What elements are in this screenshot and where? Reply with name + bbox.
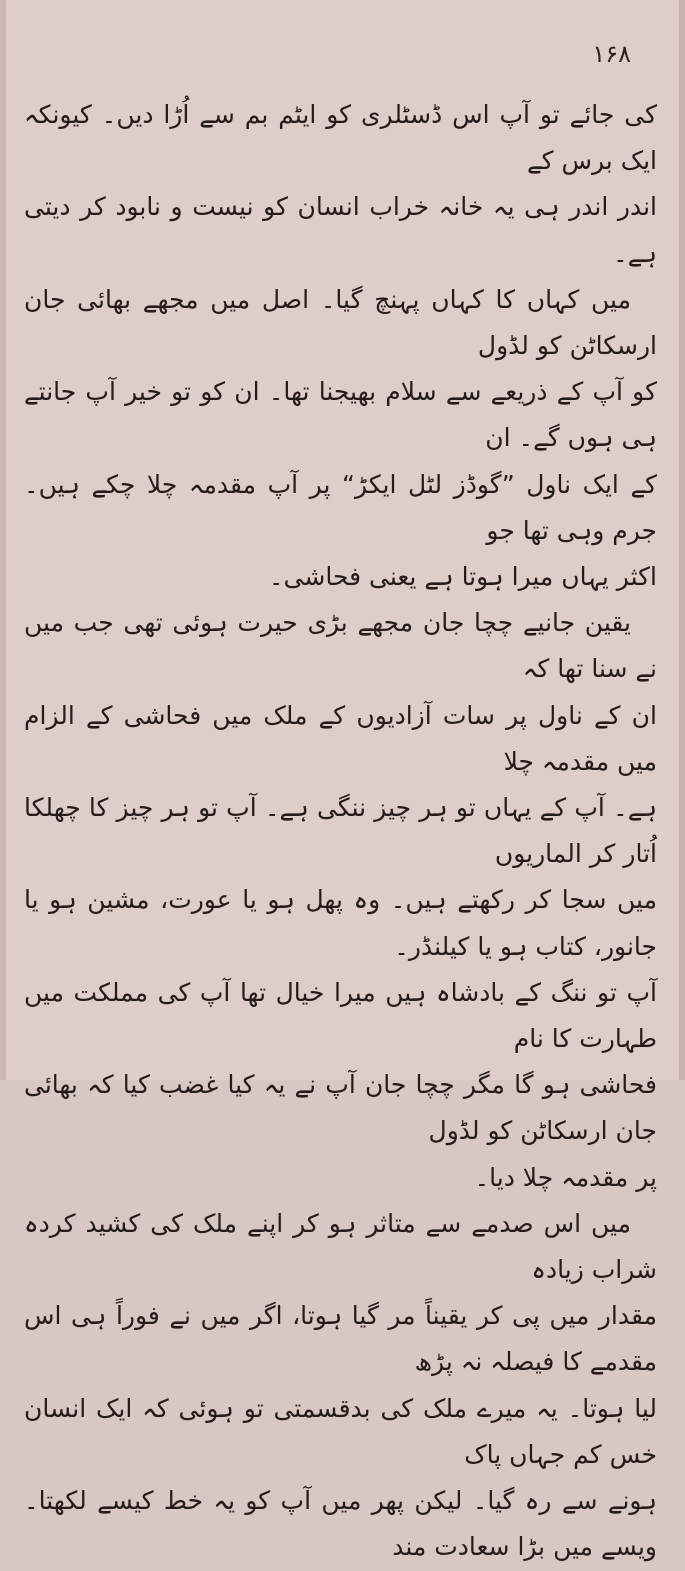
page-number: ۱۶۸: [592, 40, 631, 68]
paragraph-4: میں اس صدمے سے متاثر ہو کر اپنے ملک کی کشید کردہ شراب زیادہ مقدار میں پی کر یقیناً مر گیا ہوتا، اگر میں نے فوراً ہی اس مقدمے کا فیصلہ نہ پڑھ لیا ہوتا۔ یہ میرے ملک کی بدقسمتی تو ہوئی کہ ایک انسان خس کم جہاں پاک ہونے سے رہ گیا۔ لیکن پھر میں آپ کو یہ خط کیسے لکھتا۔ ویسے میں بڑا سعادت مند: [24, 1208, 657, 1562]
paragraph-2: میں کہاں کا کہاں پہنچ گیا۔ اصل میں مجھے بھائی جان ارسکاٹن کو لڈول کو آپ کے ذریعے سے سلام بھیجنا تھا۔ ان کو تو خیر آپ جانتے ہی ہوں گے۔ ان کے ایک ناول ”گوڈز لٹل ایکڑ“ پر آپ مقدمہ چلا چکے ہیں۔ جرم وہی تھا جو اکثر یہاں میرا ہوتا ہے یعنی فحاشی۔: [24, 284, 657, 592]
paragraph-1: کی جائے تو آپ اس ڈسٹلری کو ایٹم بم سے اُڑا دیں۔ کیونکہ ایک برس کے اندر اندر ہی یہ خانہ خراب انسان کو نیست و نابود کر دیتی ہے۔: [24, 100, 657, 268]
paragraph-3: یقین جانیے چچا جان مجھے بڑی حیرت ہوئی تھی جب میں نے سنا تھا کہ ان کے ناول پر سات آزادیوں کے ملک میں فحاشی کے الزام میں مقدمہ چلا ہے۔ آپ کے یہاں تو ہر چیز ننگی ہے۔ آپ تو ہر چیز کا چھلکا اُتار کر الماریوں میں سجا کر رکھتے ہیں۔ وہ پھل ہو یا عورت، مشین ہو یا جانور، کتاب ہو یا کیلنڈر۔ آپ تو ننگ کے بادشاہ ہیں میرا خیال تھا آپ کی مملکت میں طہارت کا نام فحاشی ہو گا مگر چچا جان آپ نے یہ کیا غضب کیا کہ بھائی جان ارسکاٹن کو لڈول پر مقدمہ چلا دیا۔: [24, 608, 657, 1192]
body-text: [24, 92, 657, 1571]
